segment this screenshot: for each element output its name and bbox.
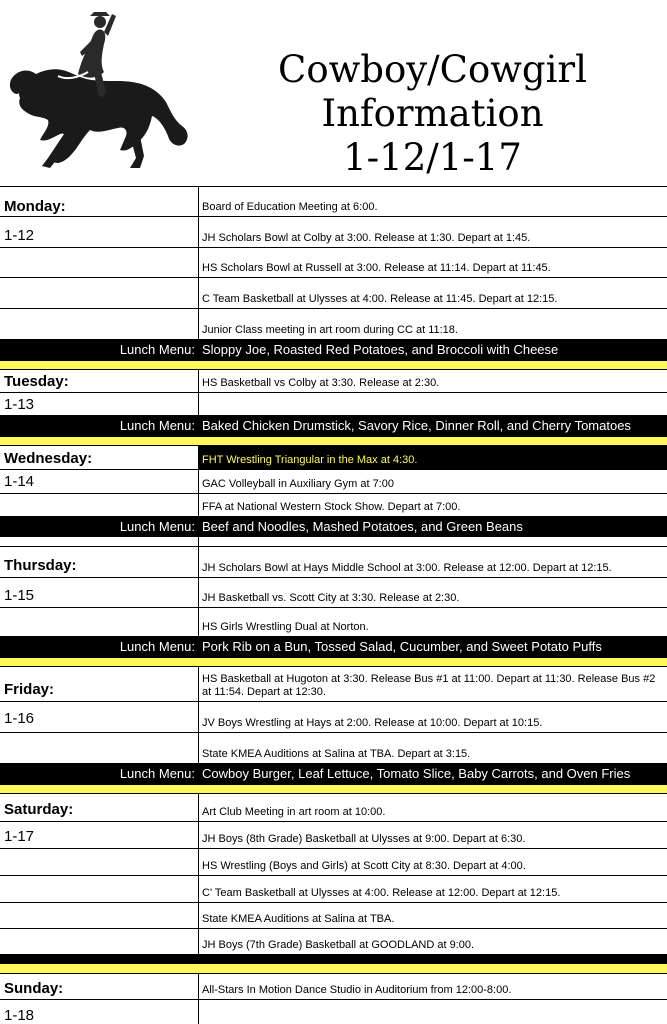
table-row (0, 393, 667, 415)
event-text: State KMEA Auditions at Salina at TBA. Depart at 3:15. (202, 748, 471, 760)
event-text: GAC Volleyball in Auxiliary Gym at 7:00 (202, 478, 394, 490)
event-text: Board of Education Meeting at 6:00. (202, 201, 378, 213)
bucking-horse-rider-logo (8, 8, 193, 173)
event-text: JH Basketball vs. Scott City at 3:30. Release at 2:30. (202, 592, 460, 604)
lunch-menu-bar (0, 516, 667, 537)
table-row (0, 217, 667, 248)
table-row (0, 494, 667, 516)
event-text: State KMEA Auditions at Salina at TBA. (202, 913, 395, 925)
page-title (200, 48, 665, 180)
lunch-menu-bar (0, 339, 667, 360)
event-text-highlighted: FHT Wrestling Triangular in the Max at 4:30. (202, 454, 418, 466)
lunch-text: Pork Rib on a Bun, Tossed Salad, Cucumber, and Sweet Potato Puffs (202, 639, 602, 654)
title-line-3: 1-12/1-17 (343, 136, 522, 179)
lunch-menu-bar (0, 415, 667, 436)
lunch-menu-bar (0, 763, 667, 784)
lunch-label: Lunch Menu: (119, 639, 195, 654)
table-row (0, 903, 667, 929)
day-label: Monday: (4, 198, 66, 215)
event-text: JH Boys (7th Grade) Basketball at GOODLAND at 9:00. (202, 939, 475, 951)
lunch-text: Cowboy Burger, Leaf Lettuce, Tomato Slice, Baby Carrots, and Oven Fries (202, 766, 631, 781)
event-text: HS Girls Wrestling Dual at Norton. (202, 621, 369, 633)
event-text: JH Boys (8th Grade) Basketball at Ulysses at 9:00. Depart at 6:30. (202, 833, 526, 845)
event-text: C' Team Basketball at Ulysses at 4:00. Release at 12:00. Depart at 12:15. (202, 887, 561, 899)
event-text: All-Stars In Motion Dance Studio in Auditorium from 12:00-8:00. (202, 984, 512, 996)
day-label: Sunday: (4, 980, 64, 997)
event-text: HS Scholars Bowl at Russell at 3:00. Release at 11:14. Depart at 11:45. (202, 262, 551, 274)
lunch-label: Lunch Menu: (119, 418, 195, 433)
table-row (0, 578, 667, 608)
table-row (0, 446, 667, 470)
table-row (0, 702, 667, 733)
yellow-divider (0, 963, 667, 974)
event-text: Art Club Meeting in art room at 10:00. (202, 806, 386, 818)
table-row (0, 929, 667, 954)
empty-band (0, 954, 667, 963)
table-row (0, 974, 667, 1000)
header (0, 0, 667, 187)
date-label: 1-14 (4, 473, 35, 490)
day-label: Wednesday: (4, 450, 93, 467)
yellow-divider (0, 784, 667, 794)
table-row (0, 876, 667, 903)
day-label: Saturday: (4, 801, 74, 818)
yellow-divider (0, 657, 667, 667)
event-text: JH Scholars Bowl at Hays Middle School at 3:00. Release at 12:00. Depart at 12:15. (202, 562, 612, 574)
table-row (0, 278, 667, 309)
table-row (0, 470, 667, 494)
table-row (0, 608, 667, 636)
lunch-label: Lunch Menu: (119, 766, 195, 781)
title-line-1: Cowboy/Cowgirl (278, 48, 587, 91)
table-row (0, 849, 667, 876)
lunch-menu-bar (0, 636, 667, 657)
lunch-label: Lunch Menu: (119, 342, 195, 357)
event-text: JV Boys Wrestling at Hays at 2:00. Release at 10:00. Depart at 10:15. (202, 717, 543, 729)
event-text: C Team Basketball at Ulysses at 4:00. Release at 11:45. Depart at 12:15. (202, 293, 558, 305)
event-text: Junior Class meeting in art room during CC at 11:18. (202, 324, 458, 336)
date-label: 1-12 (4, 227, 35, 244)
event-text: FFA at National Western Stock Show. Depart at 7:00. (202, 501, 461, 513)
event-text: HS Basketball vs Colby at 3:30. Release at 2:30. (202, 377, 440, 389)
date-label: 1-13 (4, 396, 35, 413)
yellow-divider (0, 360, 667, 370)
lunch-text: Beef and Noodles, Mashed Potatoes, and Green Beans (202, 519, 523, 534)
day-label: Friday: (4, 681, 55, 698)
date-label: 1-15 (4, 587, 35, 604)
table-row (0, 547, 667, 578)
date-label: 1-17 (4, 828, 35, 845)
day-label: Thursday: (4, 557, 77, 574)
event-text: HS Wrestling (Boys and Girls) at Scott City at 8:30. Depart at 4:00. (202, 860, 526, 872)
table-row (0, 794, 667, 822)
date-label: 1-16 (4, 710, 35, 727)
table-row (0, 733, 667, 763)
table-row (0, 248, 667, 278)
table-row (0, 667, 667, 702)
day-label: Tuesday: (4, 373, 69, 390)
date-label: 1-18 (4, 1007, 35, 1024)
lunch-text: Sloppy Joe, Roasted Red Potatoes, and Broccoli with Cheese (202, 342, 559, 357)
table-row (0, 1000, 667, 1024)
table-row (0, 186, 667, 217)
table-row (0, 309, 667, 339)
title-line-2: Information (321, 92, 544, 135)
lunch-text: Baked Chicken Drumstick, Savory Rice, Dinner Roll, and Cherry Tomatoes (202, 418, 631, 433)
table-row (0, 822, 667, 849)
event-text: HS Basketball at Hugoton at 3:30. Release Bus #1 at 11:00. Depart at 11:30. Release Bus #2 at 11:54. Depart at 12:30. (202, 673, 656, 698)
table-row (0, 370, 667, 393)
table-row (0, 537, 667, 547)
yellow-divider (0, 436, 667, 446)
lunch-label: Lunch Menu: (119, 519, 195, 534)
event-text: JH Scholars Bowl at Colby at 3:00. Release at 1:30. Depart at 1:45. (202, 232, 531, 244)
